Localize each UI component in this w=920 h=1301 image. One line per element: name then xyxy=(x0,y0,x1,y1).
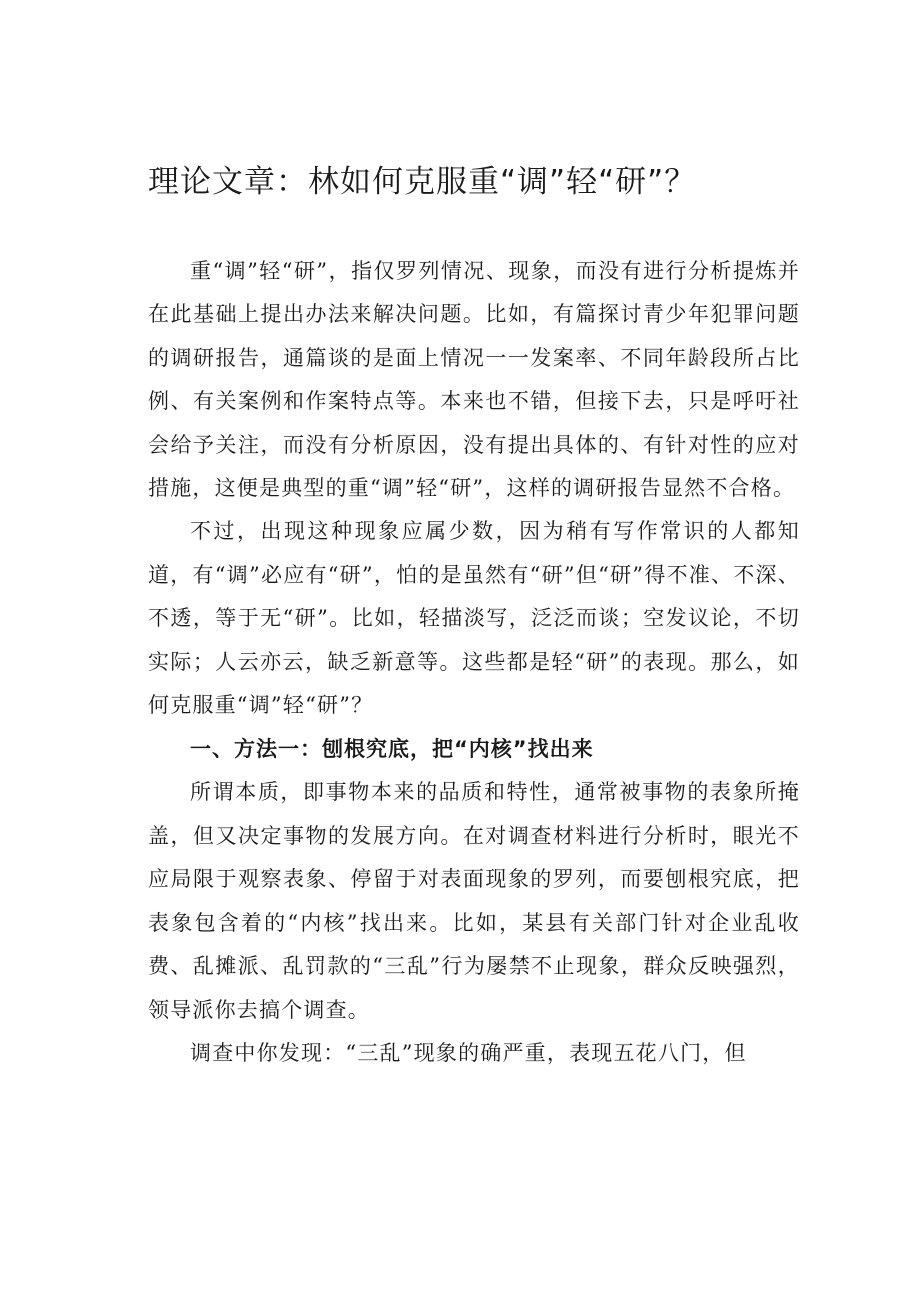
section-paragraph-1: 所谓本质，即事物本来的品质和特性，通常被事物的表象所掩盖，但又决定事物的发展方向。在对调查材料进行分析时，眼光不应局限于观察表象、停留于对表面现象的罗列，而要刨根究底，把表象包含着的“内核”找出来。比如，某县有关部门针对企业乱收费、乱摊派、乱罚款的“三乱”行为屡禁不止现象，群众反映强烈，领导派你去搞个调查。 xyxy=(148,780,800,1022)
paragraph-2: 不过，出现这种现象应属少数，因为稍有写作常识的人都知道，有“调”必应有“研”，怕的是虽然有“研”但“研”得不准、不深、不透，等于无“研”。比如，轻描淡写，泛泛而谈；空发议论，不切实际；人云亦云，缺乏新意等。这些都是轻“研”的表现。那么，如何克服重“调”轻“研”？ xyxy=(148,519,800,718)
paragraph-1: 重“调”轻“研”，指仅罗列情况、现象，而没有进行分析提炼并在此基础上提出办法来解决问题。比如，有篇探讨青少年犯罪问题的调研报告，通篇谈的是面上情况一一发案率、不同年龄段所占比例、有关案例和作案特点等。本来也不错，但接下去，只是呼吁社会给予关注，而没有分析原因，没有提出具体的、有针对性的应对措施，这便是典型的重“调”轻“研”，这样的调研报告显然不合格。 xyxy=(148,259,800,501)
section-heading: 一、方法一：刨根究底，把“内核”找出来 xyxy=(190,737,594,762)
document-body xyxy=(148,250,800,1075)
section-paragraph-2: 调查中你发现：“三乱”现象的确严重，表现五花八门，但 xyxy=(190,1040,747,1065)
document-title: 理论文章：林如何克服重“调”轻“研”？ xyxy=(148,164,697,200)
